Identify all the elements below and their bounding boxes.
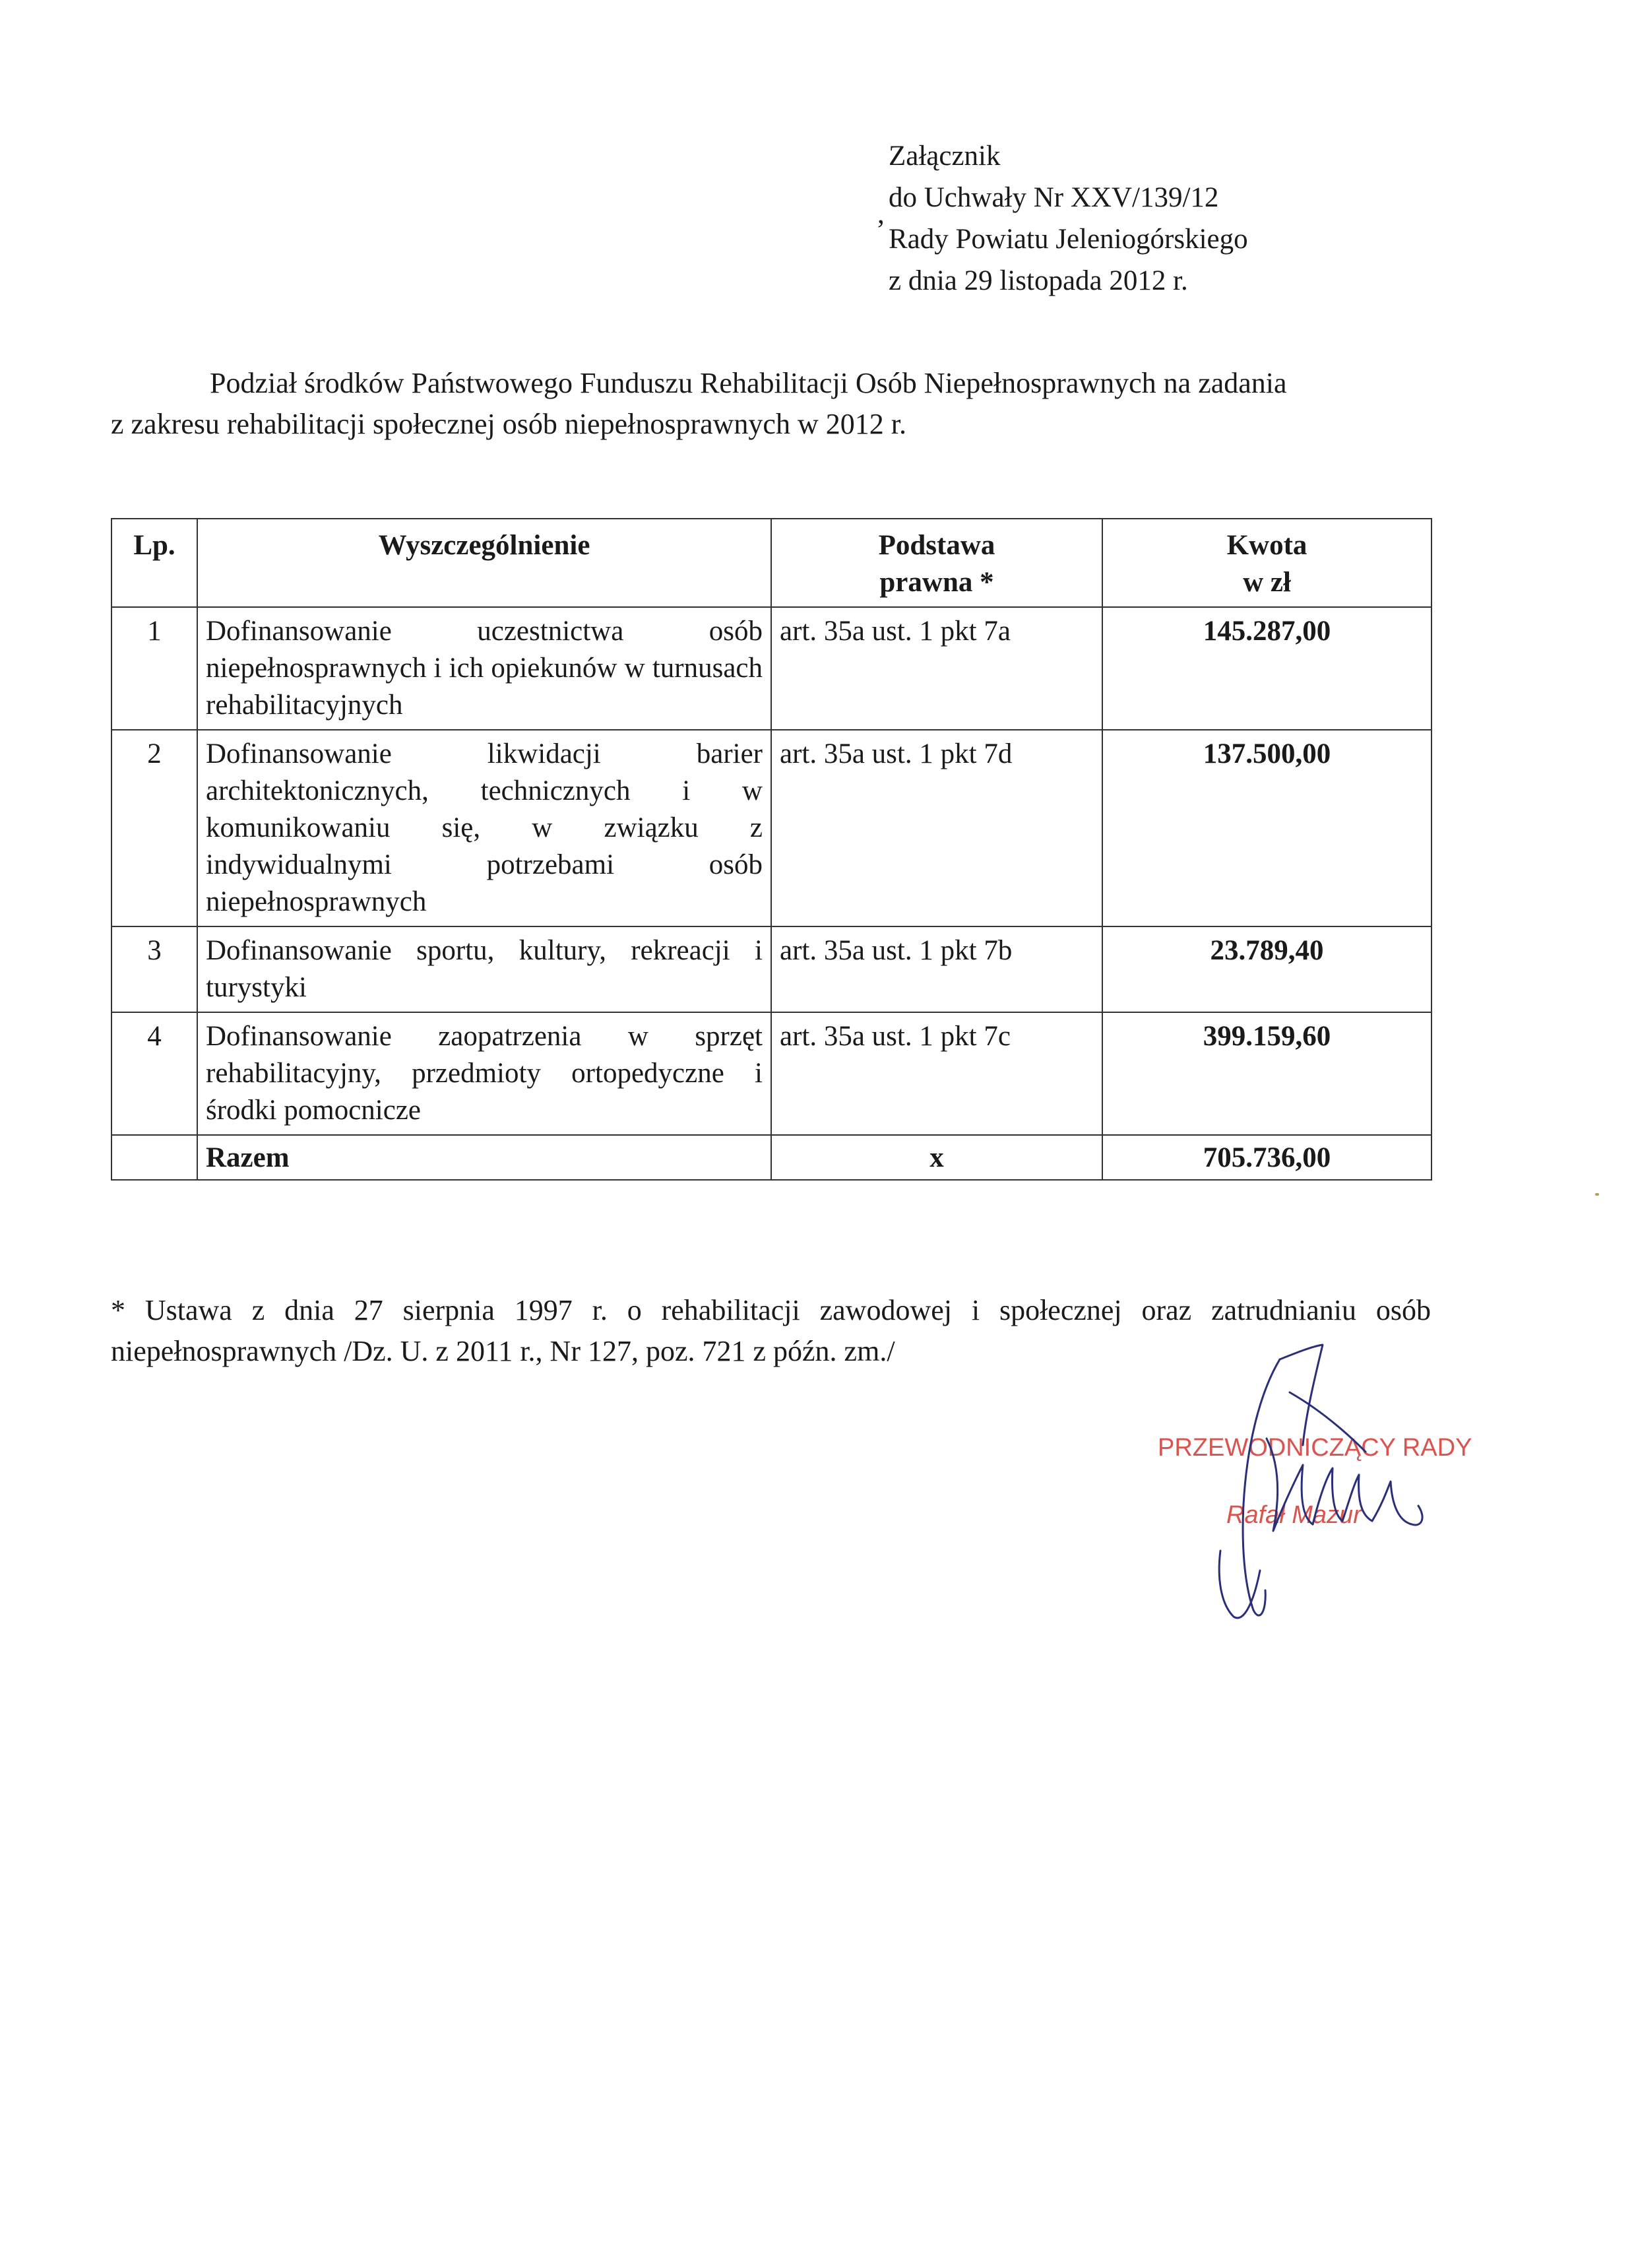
total-legal-basis: x	[771, 1135, 1102, 1180]
header-amount-line-2: w zł	[1243, 567, 1291, 598]
resolution-number: do Uchwały Nr XXV/139/12	[889, 182, 1219, 213]
table-row	[111, 607, 1432, 730]
total-row	[111, 1135, 1432, 1180]
allocation-table	[111, 518, 1432, 1181]
row-amount: 399.159,60	[1102, 1012, 1432, 1135]
total-label: Razem	[197, 1135, 771, 1180]
header-lp: Lp.	[111, 519, 197, 607]
row-number: 3	[111, 926, 197, 1012]
row-description: Dofinansowanie zaopatrzenia w sprzęt rehabilitacyjny, przedmioty ortopedyczne i środki pomocnicze	[197, 1012, 771, 1135]
title-line-1: Podział środków Państwowego Funduszu Rehabilitacji Osób Niepełnosprawnych na zadania	[210, 367, 1287, 399]
attachment-header	[889, 135, 1248, 302]
table-row	[111, 730, 1432, 926]
row-legal-basis: art. 35a ust. 1 pkt 7a	[771, 607, 1102, 730]
footnote-line-1: * Ustawa z dnia 27 sierpnia 1997 r. o rehabilitacji zawodowej i społecznej oraz zatrudnianiu osób	[111, 1294, 1431, 1326]
row-number: 1	[111, 607, 197, 730]
stamp-name: Rafał Mazur	[1226, 1501, 1362, 1529]
row-legal-basis: art. 35a ust. 1 pkt 7b	[771, 926, 1102, 1012]
row-amount: 23.789,40	[1102, 926, 1432, 1012]
row-description: Dofinansowanie sportu, kultury, rekreacji i turystyki	[197, 926, 771, 1012]
title-line-2: z zakresu rehabilitacji społecznej osób niepełnosprawnych w 2012 r.	[111, 408, 906, 440]
resolution-date: z dnia 29 listopada 2012 r.	[889, 265, 1188, 296]
row-number: 2	[111, 730, 197, 926]
table-row	[111, 1012, 1432, 1135]
total-amount: 705.736,00	[1102, 1135, 1432, 1180]
header-description: Wyszczególnienie	[197, 519, 771, 607]
document-title	[111, 363, 1437, 445]
scan-artifact	[1595, 1193, 1599, 1196]
row-legal-basis: art. 35a ust. 1 pkt 7d	[771, 730, 1102, 926]
scan-comma-mark: ,	[877, 199, 885, 230]
header-legal-basis-line-2: prawna *	[879, 567, 994, 598]
row-number: 4	[111, 1012, 197, 1135]
table-row	[111, 926, 1432, 1012]
header-amount-line-1: Kwota	[1226, 530, 1307, 561]
table-header-row	[111, 519, 1432, 607]
row-amount: 145.287,00	[1102, 607, 1432, 730]
header-legal-basis-line-1: Podstawa	[878, 530, 995, 561]
attachment-label: Załącznik	[889, 141, 1001, 172]
handwritten-signature	[1181, 1333, 1432, 1623]
stamp-title: PRZEWODNICZĄCY RADY	[1158, 1434, 1472, 1462]
row-legal-basis: art. 35a ust. 1 pkt 7c	[771, 1012, 1102, 1135]
footnote-line-2: niepełnosprawnych /Dz. U. z 2011 r., Nr 127, poz. 721 z późn. zm./	[111, 1335, 895, 1367]
header-amount	[1102, 519, 1432, 607]
header-legal-basis	[771, 519, 1102, 607]
total-empty-cell	[111, 1135, 197, 1180]
row-amount: 137.500,00	[1102, 730, 1432, 926]
row-description: Dofinansowanie uczestnictwa osób niepełnosprawnych i ich opiekunów w turnusach rehabilitacyjnych	[197, 607, 771, 730]
row-description: Dofinansowanie likwidacji barier architektonicznych, technicznych i w komunikowaniu się, w związku z indywidualnymi potrzebami osób niepełnosprawnych	[197, 730, 771, 926]
council-name: Rady Powiatu Jeleniogórskiego	[889, 224, 1248, 255]
